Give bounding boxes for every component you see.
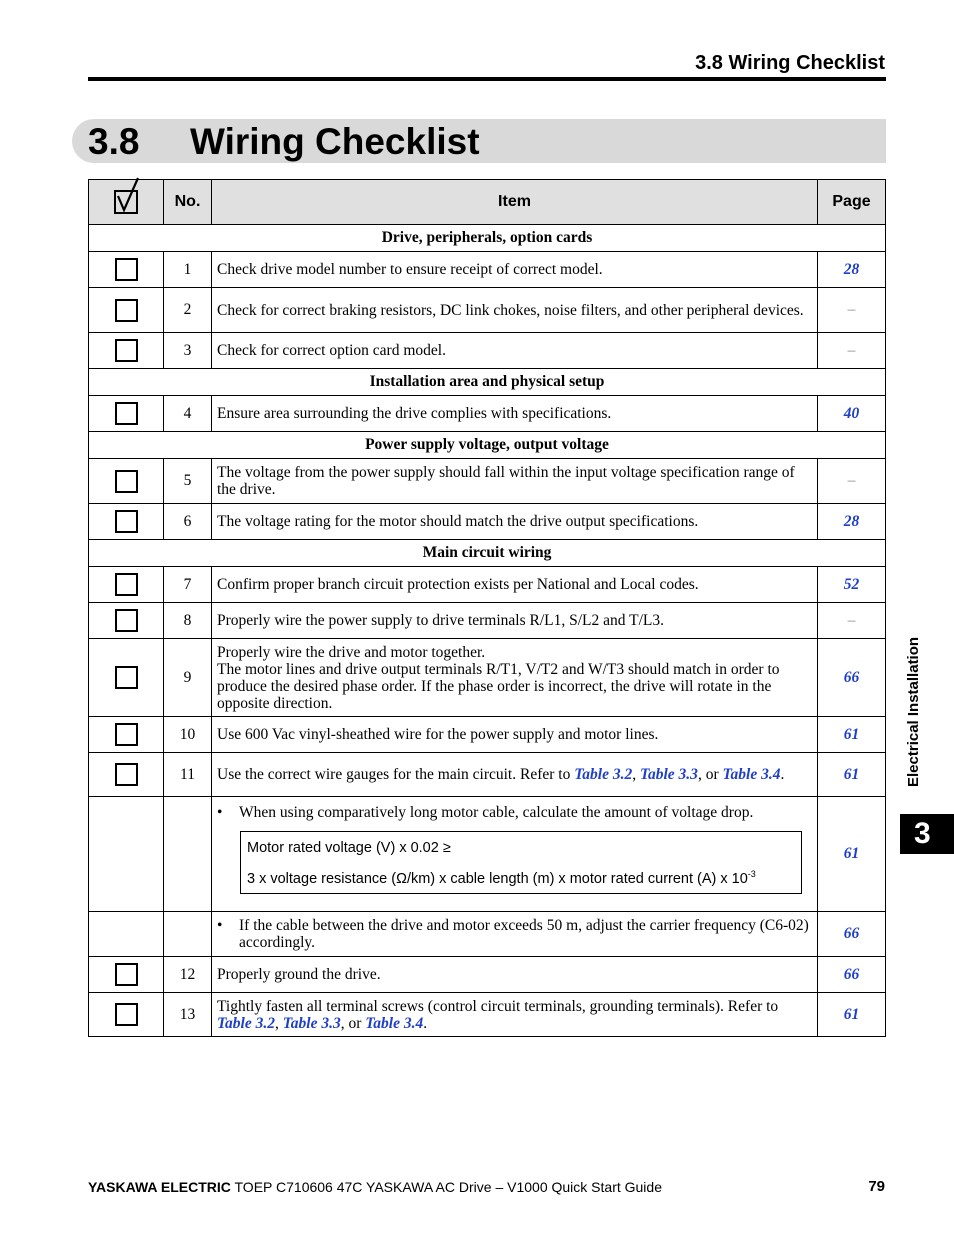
checkbox[interactable] bbox=[115, 573, 138, 596]
column-header-page: Page bbox=[818, 180, 886, 225]
row-number: 9 bbox=[164, 639, 212, 717]
row-item: • If the cable between the drive and motor exceeds 50 m, adjust the carrier frequency (C6-02) accordingly. bbox=[212, 912, 818, 957]
section-number: 3.8 bbox=[88, 121, 140, 162]
checkbox[interactable] bbox=[115, 963, 138, 986]
row-item: Properly ground the drive. bbox=[212, 957, 818, 993]
row-number: 1 bbox=[164, 252, 212, 288]
checkbox[interactable] bbox=[115, 763, 138, 786]
page-link[interactable]: 28 bbox=[818, 252, 886, 288]
row-number: 7 bbox=[164, 567, 212, 603]
table-row bbox=[89, 504, 886, 540]
checkbox[interactable] bbox=[115, 258, 138, 281]
page-ref: – bbox=[818, 603, 886, 639]
footer-brand: YASKAWA ELECTRIC bbox=[88, 1179, 231, 1195]
row-item-line: The motor lines and drive output terminals R/T1, V/T2 and W/T3 should match in order to produce the desired phase order. If the phase order is incorrect, the drive will rotate in the opposite direction. bbox=[217, 660, 780, 712]
table-3-3-link[interactable]: Table 3.3 bbox=[639, 766, 698, 783]
row-item: Use 600 Vac vinyl-sheathed wire for the power supply and motor lines. bbox=[212, 717, 818, 753]
section-heading: Main circuit wiring bbox=[89, 540, 886, 567]
section-row bbox=[89, 369, 886, 396]
page-link[interactable]: 61 bbox=[818, 993, 886, 1037]
checkbox[interactable] bbox=[115, 510, 138, 533]
table-3-4-link[interactable]: Table 3.4 bbox=[722, 766, 781, 783]
footer bbox=[88, 1179, 662, 1195]
checkbox[interactable] bbox=[115, 723, 138, 746]
row-number: 12 bbox=[164, 957, 212, 993]
page-ref: – bbox=[818, 288, 886, 333]
row-number: 5 bbox=[164, 459, 212, 504]
row-number: 13 bbox=[164, 993, 212, 1037]
table-row bbox=[89, 288, 886, 333]
table-row bbox=[89, 396, 886, 432]
table-row bbox=[89, 753, 886, 797]
voltage-drop-formula: Motor rated voltage (V) x 0.02 ≥ 3 x voltage resistance (Ω/km) x cable length (m) x motor rated current (A) x $10^{-3}$ bbox=[240, 831, 802, 894]
page-link[interactable]: 28 bbox=[818, 504, 886, 540]
table-row bbox=[89, 797, 886, 912]
checkbox[interactable] bbox=[115, 402, 138, 425]
table-header-row bbox=[89, 180, 886, 225]
row-number: 11 bbox=[164, 753, 212, 797]
table-3-4-link[interactable]: Table 3.4 bbox=[365, 1014, 424, 1032]
section-heading: Drive, peripherals, option cards bbox=[89, 225, 886, 252]
row-item: The voltage rating for the motor should match the drive output specifications. bbox=[212, 504, 818, 540]
section-heading: Installation area and physical setup bbox=[89, 369, 886, 396]
row-number: 10 bbox=[164, 717, 212, 753]
row-item bbox=[212, 639, 818, 717]
row-item-line: Properly wire the drive and motor together. bbox=[217, 643, 486, 661]
row-number: 8 bbox=[164, 603, 212, 639]
table-row bbox=[89, 459, 886, 504]
page-link[interactable]: 66 bbox=[818, 957, 886, 993]
row-item: Check drive model number to ensure receipt of correct model. bbox=[212, 252, 818, 288]
row-number: 3 bbox=[164, 333, 212, 369]
table-3-3-link[interactable]: Table 3.3 bbox=[282, 1014, 341, 1032]
chapter-tab: 3 bbox=[900, 814, 954, 854]
row-item: Tightly fasten all terminal screws (control circuit terminals, grounding terminals). Refer to Table 3.2, Table 3.3, or Table 3.4. bbox=[212, 993, 818, 1037]
table-row bbox=[89, 333, 886, 369]
column-header-item: Item bbox=[212, 180, 818, 225]
section-row bbox=[89, 432, 886, 459]
page-link[interactable]: 66 bbox=[818, 639, 886, 717]
table-row bbox=[89, 603, 886, 639]
bullet: • bbox=[217, 917, 223, 934]
footer-text: TOEP C710606 47C YASKAWA AC Drive – V1000 Quick Start Guide bbox=[230, 1179, 662, 1195]
table-3-2-link[interactable]: Table 3.2 bbox=[574, 766, 633, 783]
wiring-checklist-table bbox=[88, 179, 886, 1037]
table-row bbox=[89, 993, 886, 1037]
table-row bbox=[89, 567, 886, 603]
checkbox[interactable] bbox=[115, 339, 138, 362]
table-3-2-link[interactable]: Table 3.2 bbox=[217, 1014, 275, 1032]
checkbox[interactable] bbox=[115, 1003, 138, 1026]
row-number: 2 bbox=[164, 288, 212, 333]
row-item: Use the correct wire gauges for the main circuit. Refer to Table 3.2, Table 3.3, or Table 3.4. bbox=[212, 753, 818, 797]
row-number: 4 bbox=[164, 396, 212, 432]
row-item: Ensure area surrounding the drive complies with specifications. bbox=[212, 396, 818, 432]
section-title: Wiring Checklist bbox=[190, 121, 480, 162]
header-rule bbox=[88, 77, 886, 81]
row-item: Properly wire the power supply to drive terminals R/L1, S/L2 and T/L3. bbox=[212, 603, 818, 639]
row-number: 6 bbox=[164, 504, 212, 540]
checkbox[interactable] bbox=[115, 470, 138, 493]
column-header-no: No. bbox=[164, 180, 212, 225]
bullet: • bbox=[217, 804, 223, 821]
section-row bbox=[89, 225, 886, 252]
table-row bbox=[89, 957, 886, 993]
checkbox[interactable] bbox=[115, 609, 138, 632]
row-item: • When using comparatively long motor cable, calculate the amount of voltage drop. Motor rated voltage (V) x 0.02 ≥ 3 x voltage resistance (Ω/km) x cable length (m) x motor rated current (A) x $10^{-3}$ bbox=[212, 797, 818, 912]
page-link[interactable]: 61 bbox=[818, 717, 886, 753]
page-link[interactable]: 61 bbox=[818, 753, 886, 797]
table-row bbox=[89, 912, 886, 957]
page-link[interactable]: 40 bbox=[818, 396, 886, 432]
checkbox[interactable] bbox=[115, 299, 138, 322]
table-row bbox=[89, 717, 886, 753]
checkbox[interactable] bbox=[115, 666, 138, 689]
row-item: The voltage from the power supply should fall within the input voltage specification range of the drive. bbox=[212, 459, 818, 504]
section-heading: Power supply voltage, output voltage bbox=[89, 432, 886, 459]
row-item: Check for correct option card model. bbox=[212, 333, 818, 369]
page-ref: – bbox=[818, 459, 886, 504]
page-number: 79 bbox=[868, 1178, 885, 1195]
running-header-title: 3.8 Wiring Checklist bbox=[695, 52, 885, 74]
check-column-header bbox=[89, 180, 164, 225]
row-item: Check for correct braking resistors, DC link chokes, noise filters, and other peripheral devices. bbox=[212, 288, 818, 333]
row-item: Confirm proper branch circuit protection exists per National and Local codes. bbox=[212, 567, 818, 603]
checkmark-box-icon bbox=[114, 190, 138, 214]
page-link[interactable]: 66 bbox=[818, 912, 886, 957]
page-link[interactable]: 61 bbox=[818, 797, 886, 912]
section-row bbox=[89, 540, 886, 567]
table-row bbox=[89, 639, 886, 717]
page-ref: – bbox=[818, 333, 886, 369]
table-row bbox=[89, 252, 886, 288]
page-link[interactable]: 52 bbox=[818, 567, 886, 603]
chapter-side-label: Electrical Installation bbox=[905, 636, 922, 787]
